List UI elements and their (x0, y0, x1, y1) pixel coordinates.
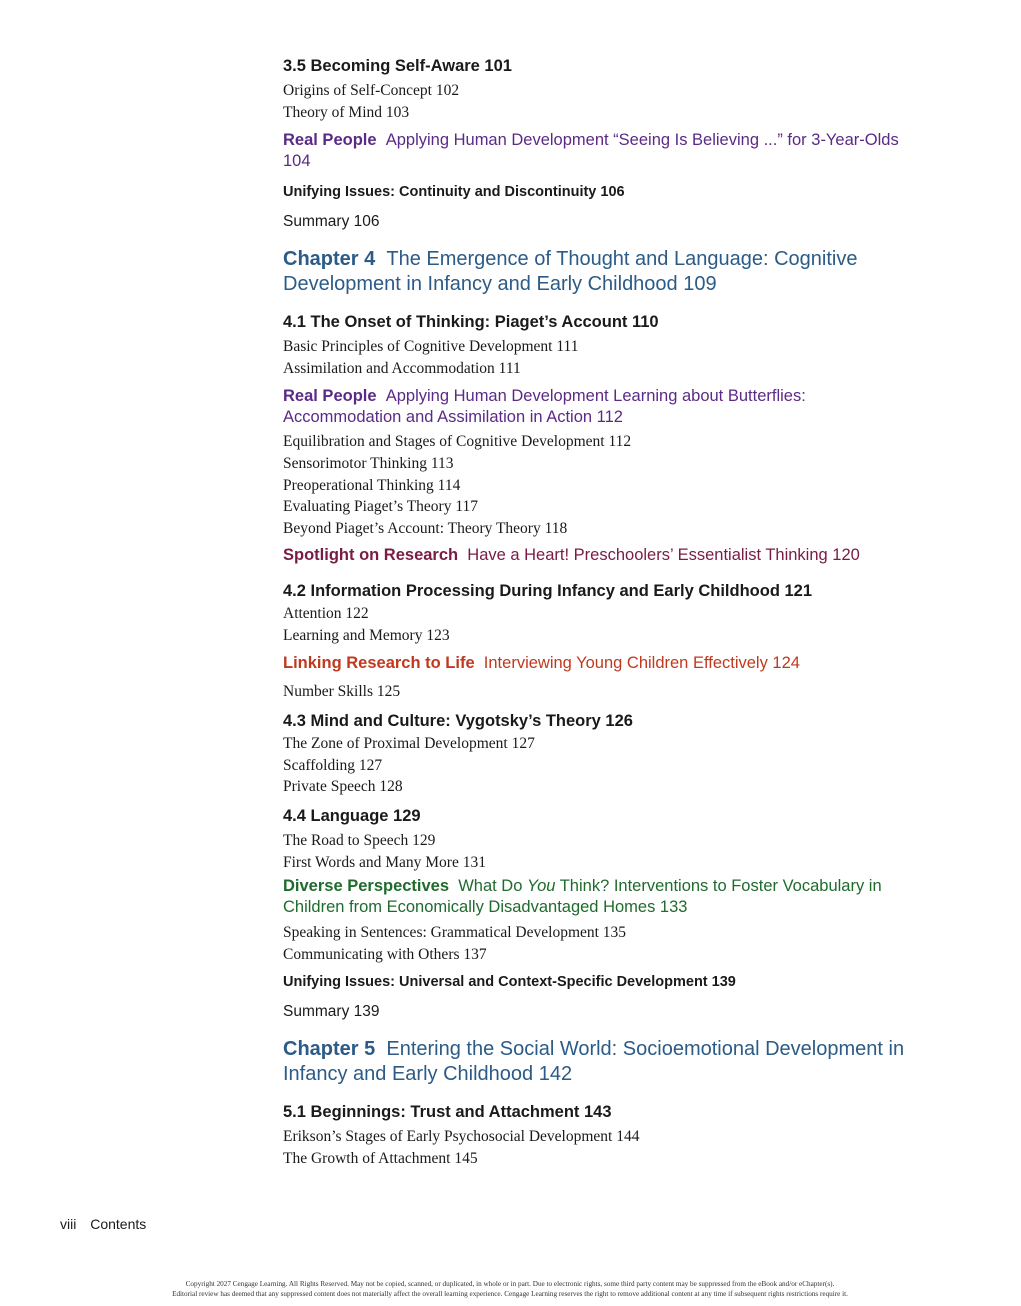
toc-entry: Assimilation and Accommodation 111 (283, 359, 521, 377)
linking-research-feature (283, 653, 923, 674)
page-footer (60, 1216, 146, 1232)
copyright-line: Copyright 2027 Cengage Learning. All Rights Reserved. May not be copied, scanned, or duplicated, in whole or in part. Due to electronic rights, some third party content may be suppressed from the eBook and/or eChapter(s). (185, 1280, 835, 1288)
toc-entry: The Growth of Attachment 145 (283, 1149, 478, 1167)
spotlight-feature (283, 545, 923, 566)
toc-entry: Attention 122 (283, 605, 369, 623)
toc-entry: Erikson’s Stages of Early Psychosocial Development 144 (283, 1128, 640, 1146)
summary-entry: Summary 139 (283, 1003, 380, 1021)
feature-label: Spotlight on Research (283, 546, 459, 565)
feature-label: Real People (283, 131, 377, 150)
toc-entry: Evaluating Piaget’s Theory 117 (283, 498, 479, 516)
feature-text: Applying Human Development Learning about Butterflies: Accommodation and Assimilation in Action 112 (283, 387, 806, 427)
toc-entry: Origins of Self-Concept 102 (283, 82, 460, 99)
toc-entry: Learning and Memory 123 (283, 626, 450, 644)
toc-entry: Preoperational Thinking 114 (283, 476, 461, 494)
real-people-feature (283, 130, 923, 172)
feature-text: Applying Human Development “Seeing Is Believing ...” for 3-Year-Olds 104 (283, 131, 899, 171)
summary-entry: Summary 106 (283, 213, 380, 231)
toc-entry: Sensorimotor Thinking 113 (283, 454, 454, 472)
feature-text-emphasis: You (526, 877, 556, 896)
toc-entry: Beyond Piaget’s Account: Theory Theory 118 (283, 519, 568, 537)
section-heading-4-2: 4.2 Information Processing During Infancy and Early Childhood 121 (283, 582, 813, 601)
page-number: viii (60, 1216, 77, 1232)
toc-entry: Equilibration and Stages of Cognitive Development 112 (283, 433, 632, 451)
toc-entry: Speaking in Sentences: Grammatical Development 135 (283, 924, 627, 942)
toc-entry: Scaffolding 127 (283, 756, 383, 774)
feature-text-post: Think? Interventions to Foster Vocabulary in Children from Economically Disadvantaged Homes 133 (283, 877, 882, 917)
section-heading-5-1: 5.1 Beginnings: Trust and Attachment 143 (283, 1103, 612, 1122)
toc-entry: Private Speech 128 (283, 778, 403, 796)
section-heading-4-1: 4.1 The Onset of Thinking: Piaget’s Account 110 (283, 313, 659, 332)
toc-entry: Communicating with Others 137 (283, 945, 487, 963)
chapter-title: Entering the Social World: Socioemotional Development in Infancy and Early Childhood 142 (283, 1038, 905, 1086)
section-heading-3-5: 3.5 Becoming Self-Aware 101 (283, 57, 512, 75)
chapter-heading-5 (283, 1037, 923, 1087)
section-heading-4-4: 4.4 Language 129 (283, 806, 421, 825)
chapter-heading-4 (283, 247, 923, 297)
chapter-label: Chapter 4 (283, 248, 376, 271)
diverse-perspectives-feature (283, 876, 923, 918)
unifying-issues: Unifying Issues: Continuity and Discontinuity 106 (283, 184, 625, 201)
section-heading-4-3: 4.3 Mind and Culture: Vygotsky’s Theory 126 (283, 712, 633, 731)
feature-text: Interviewing Young Children Effectively 124 (483, 653, 800, 672)
chapter-title: The Emergence of Thought and Language: Cognitive Development in Infancy and Early Childhood 109 (283, 248, 858, 296)
feature-label: Linking Research to Life (283, 653, 475, 672)
feature-label: Real People (283, 387, 377, 406)
feature-text-pre: What Do (458, 877, 527, 896)
toc-entry: Number Skills 125 (283, 682, 401, 700)
toc-entry: Basic Principles of Cognitive Development 111 (283, 338, 579, 356)
feature-text: Have a Heart! Preschoolers’ Essentialist Thinking 120 (467, 546, 860, 565)
feature-label: Diverse Perspectives (283, 877, 450, 896)
toc-entry: The Zone of Proximal Development 127 (283, 735, 535, 753)
chapter-label: Chapter 5 (283, 1038, 376, 1061)
table-of-contents (283, 55, 923, 1169)
toc-entry: The Road to Speech 129 (283, 831, 436, 849)
copyright-line: Editorial review has deemed that any suppressed content does not materially affect the overall learning experience. Cengage Learning reserves the right to remove additional content at any time if subsequent rights restrictions require it. (172, 1290, 848, 1298)
toc-entry: First Words and Many More 131 (283, 853, 486, 871)
copyright-notice (60, 1279, 960, 1299)
real-people-feature (283, 386, 923, 428)
unifying-issues: Unifying Issues: Universal and Context-Specific Development 139 (283, 974, 736, 991)
toc-entry: Theory of Mind 103 (283, 103, 410, 121)
running-footer-title: Contents (90, 1216, 147, 1232)
